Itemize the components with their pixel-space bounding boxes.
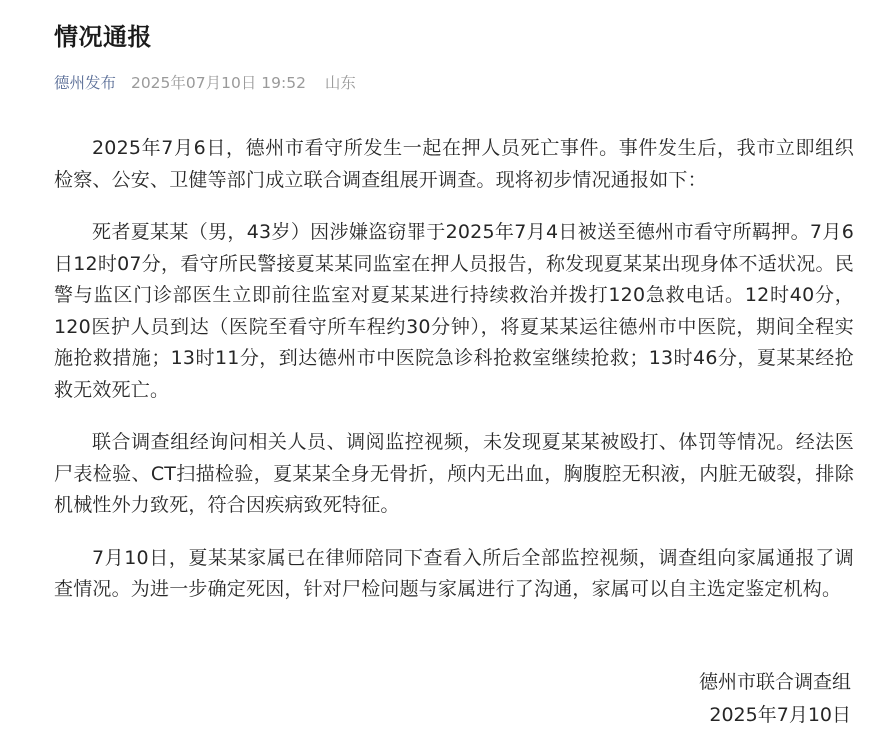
- account-name-link[interactable]: 德州发布: [54, 74, 117, 92]
- publish-location: 山东: [324, 74, 356, 92]
- paragraph-intro: 2025年7月6日，德州市看守所发生一起在押人员死亡事件。事件发生后，我市立即组织检察、公安、卫健等部门成立联合调查组展开调查。现将初步情况通报如下：: [54, 137, 854, 191]
- paragraph-incident-details: 死者夏某某（男，43岁）因涉嫌盗窃罪于2025年7月4日被送至德州市看守所羁押。7月6日12时07分，看守所民警接夏某某同监室在押人员报告，称发现夏某某出现身体不适状况。民警与监区门诊部医生立即前往监室对夏某某进行持续救治并拨打120急救电话。12时40分，120医护人员到达（医院至看守所车程约30分钟），将夏某某运往德州市中医院，期间全程实施抢救措施；13时11分，到达德州市中医院急诊科抢救室继续抢救；13时46分，夏某某经抢救无效死亡。: [54, 221, 854, 401]
- signature-date: 2025年7月10日: [709, 704, 851, 726]
- article-title: 情况通报: [54, 23, 152, 51]
- article-body: [54, 133, 854, 627]
- article-meta: [54, 71, 356, 95]
- paragraph-family-notification: 7月10日，夏某某家属已在律师陪同下查看入所后全部监控视频，调查组向家属通报了调查情况。为进一步确定死因，针对尸检问题与家属进行了沟通，家属可以自主选定鉴定机构。: [54, 546, 854, 600]
- publish-datetime: 2025年07月10日 19:52: [130, 74, 306, 92]
- signature-block: [699, 666, 851, 732]
- paragraph-investigation-findings: 联合调查组经询问相关人员、调阅监控视频，未发现夏某某被殴打、体罚等情况。经法医尸表检验、CT扫描检验，夏某某全身无骨折，颅内无出血，胸腹腔无积液，内脏无破裂，排除机械性外力致死，符合因疾病致死特征。: [54, 431, 854, 516]
- signature-organization: 德州市联合调查组: [698, 671, 851, 693]
